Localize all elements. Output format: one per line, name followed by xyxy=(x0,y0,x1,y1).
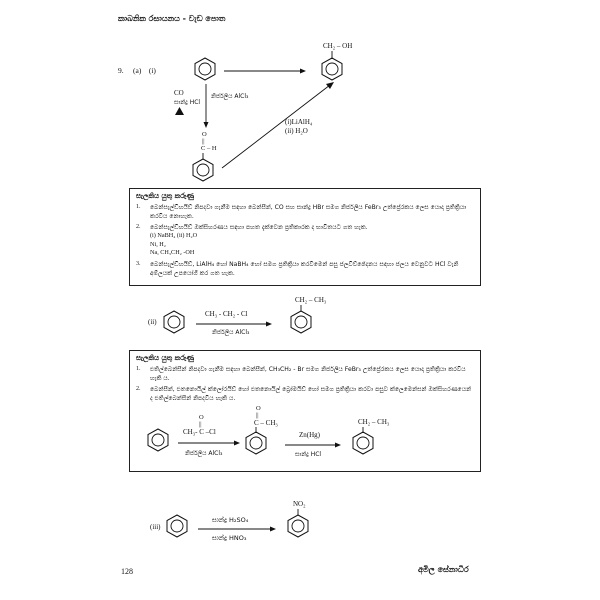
note-item-number: 1. xyxy=(136,366,141,372)
catalyst-alcl3-3: නිර්ජලීය AlCl₃ xyxy=(185,450,223,457)
page-header: කාබනික රසායනය - වැඩ පොත xyxy=(118,14,226,23)
author-name: අමිල සේනාධීර xyxy=(418,565,469,574)
product-ethyl-label: CH₂ – CH₃ xyxy=(295,296,327,304)
note-2-title: සැලකිය යුතු කරුණු xyxy=(136,354,195,362)
note-item-text: බෙන්සැල්ඩිහයිඩ් නිපදවා ගැනීම සඳහා බෙන්සීන්, CO සහ සාන්ද්‍ර HBr සමග නිර්ජලීය FeBr₃ උත්ප්‍රේරකය ලෙස යොදා ප්‍රතික්‍රියා කරවිය නොහැක. xyxy=(150,204,467,220)
reagent-conc-hcl-2: සාන්ද්‍ර HCl xyxy=(295,451,322,458)
benzene-ring-acetophenone xyxy=(244,431,268,455)
note-item-number: 3. xyxy=(136,260,141,267)
note-item-number: 2. xyxy=(136,386,141,392)
aldehyde-group-label: C – H xyxy=(201,145,217,152)
note-1-list-cont xyxy=(136,260,474,278)
reagent-option-2: Ni, H₂ xyxy=(150,240,166,248)
note-2-list xyxy=(136,365,474,403)
note-2-item xyxy=(136,385,474,403)
reaction-arrow-clemmensen xyxy=(285,441,341,449)
benzene-ring-benzyl-alcohol xyxy=(320,57,344,81)
note-item-text: බෙන්සීන්, එතනොයිල් ක්ලෝරයිඩ් හෝ එතනොයිල් බ්‍රෝමයිඩ් හෝ සමග ප්‍රතික්‍රියා කරවා පසුව ක්ලෙමෙන්සන් ඔක්සිහරණයෙන් ද එතිල්බෙන්සීන් නිපදවිය හැකි ය. xyxy=(150,386,472,402)
reduction-step-2: (ii) H₂O xyxy=(285,127,308,135)
ketone-double-bond: || xyxy=(256,412,259,419)
benzene-ring-ethylbenzene xyxy=(289,310,313,334)
reagent-acetyl-chloride: CH₃- C –Cl xyxy=(183,428,216,436)
reduction-step-1: (i)LiAlH₄ xyxy=(285,118,313,126)
note-1-item xyxy=(136,260,474,278)
ketone-group-label: C – CH₃ xyxy=(254,419,278,427)
note-box-1 xyxy=(129,188,481,286)
part-iii-label: (iii) xyxy=(150,523,161,531)
ketone-oxygen: O xyxy=(256,405,261,412)
benzene-ring-start-4 xyxy=(165,514,189,538)
reagent-conc-hno3: සාන්ද්‍ර HNO₃ xyxy=(212,534,247,542)
benzene-ring-nitrobenzene xyxy=(286,514,310,538)
note-1-item xyxy=(136,203,474,221)
reaction-arrow-nitration xyxy=(198,525,276,533)
note-1-list xyxy=(136,203,474,232)
note-item-text: බෙන්සැල්ඩිහයිඩ්, LiAlH₄ හෝ NaBH₄ හෝ සමග ප්‍රතික්‍රියා කරවීමෙන් පසු ජලවිච්ඡේදනය සඳහා ජලය වෙනුවට HCl වැනි අම්ලයක් උපයෝගී කර ගත හැක. xyxy=(150,260,459,277)
part-i-label: (i) xyxy=(148,66,156,75)
question-label xyxy=(118,66,156,75)
reaction-arrow-2 xyxy=(196,320,272,328)
triangle-heat-icon xyxy=(175,107,184,115)
carbonyl-oxygen: O xyxy=(202,131,207,138)
product-benzyl-alcohol-label: CH₂ – OH xyxy=(323,42,353,50)
note-1-title: සැලකිය යුතු කරුණු xyxy=(136,192,195,200)
reagent-conc-h2so4: සාන්ද්‍ර H₂SO₄ xyxy=(212,516,249,524)
benzene-ring-start xyxy=(193,57,217,81)
product-ethyl-label-2: CH₂ – CH₃ xyxy=(358,418,390,426)
reagent-ethyl-chloride: CH₃ - CH₂ - Cl xyxy=(205,310,248,318)
reaction-arrow-acylation xyxy=(178,439,240,447)
note-1-item xyxy=(136,223,474,232)
note-2-item xyxy=(136,365,474,383)
reagent-co: CO xyxy=(174,89,184,97)
note-item-text: එතිල්බෙන්සීන් නිපදවා ගැනීම සඳහා බෙන්සීන්, CH₃CH₂ - Br සමග නිර්ජලීය FeBr₃ උත්ප්‍රේරකය ලෙස යොදා ප්‍රතික්‍රියා කරවිය හැකි ය. xyxy=(150,366,466,382)
note-item-number: 2. xyxy=(136,224,141,230)
reaction-arrow-down xyxy=(202,84,210,128)
reagent-option-3: Na, CH₃CH₂ -OH xyxy=(150,249,195,256)
note-item-number: 1. xyxy=(136,204,141,210)
product-nitro-label: NO₂ xyxy=(293,500,306,508)
carbonyl-double-bond: || xyxy=(202,138,205,145)
benzene-ring-ethylbenzene-2 xyxy=(351,431,375,455)
note-item-text: බෙන්සැල්ඩිහයිඩ් ඔක්සිහරණය සඳහා පහත දැක්වෙන ප්‍රතිකාරක ද භාවිතයට ගත හැක. xyxy=(150,224,368,231)
question-number: 9. xyxy=(118,66,124,75)
reaction-arrow-1 xyxy=(224,67,306,75)
acyl-oxygen: O xyxy=(199,414,204,421)
benzene-ring-benzaldehyde xyxy=(191,158,215,182)
benzene-ring-start-3 xyxy=(146,428,170,452)
acyl-double-bond: || xyxy=(199,421,202,428)
catalyst-alcl3: නිර්ජලීය AlCl₃ xyxy=(211,93,249,100)
benzene-ring-start-2 xyxy=(162,310,186,334)
reaction-arrow-diagonal xyxy=(222,82,334,168)
part-a-label: (a) xyxy=(133,66,142,75)
catalyst-alcl3-2: නිර්ජලීය AlCl₃ xyxy=(212,329,250,336)
reagent-option-1: (i) NaBH₄ (ii) H₂O xyxy=(150,232,198,239)
reagent-zinc-amalgam: Zn(Hg) xyxy=(299,431,320,439)
page-number: 128 xyxy=(121,567,133,576)
reagent-conc-hcl: සාන්ද්‍ර HCl xyxy=(174,99,201,106)
part-ii-label: (ii) xyxy=(148,318,157,326)
